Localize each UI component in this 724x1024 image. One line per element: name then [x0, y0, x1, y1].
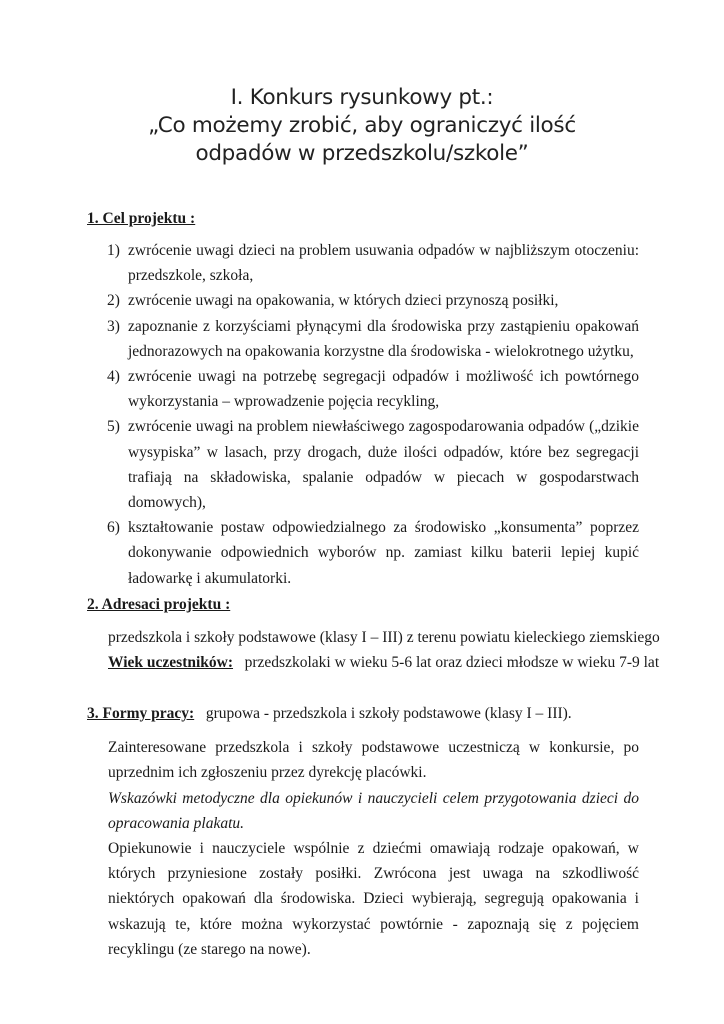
list-item: [87, 364, 639, 414]
section-3-heading-line: [87, 703, 572, 725]
list-item: [87, 238, 639, 288]
list-item-number: 2): [107, 292, 120, 310]
section-2-heading: 2. Adresaci projektu :: [87, 596, 231, 613]
age-label: Wiek uczestników:: [108, 654, 234, 671]
title-line-3: odpadów w przedszkolu/szkole”: [195, 141, 529, 166]
document-title: [60, 84, 664, 168]
list-item-text: zwrócenie uwagi dzieci na problem usuwania odpadów w najbliższym otoczeniu: przedszkole, szkoła,: [128, 242, 639, 285]
participation-paragraph: Zainteresowane przedszkola i szkoły podstawowe uczestniczą w konkursie, po uprzednim ich zgłoszeniu przez dyrekcję placówki.: [108, 739, 639, 782]
work-form-text: grupowa - przedszkola i szkoły podstawowe (klasy I – III).: [205, 705, 572, 722]
list-item-text: kształtowanie postaw odpowiedzialnego za środowisko „konsumenta” poprzez dokonywanie odpowiednich wyborów np. zamiast kilku baterii lepiej kupić ładowarkę i akumulatorki.: [128, 519, 639, 587]
goals-list: [87, 238, 639, 591]
list-item-number: 6): [107, 519, 120, 537]
title-line-2: „Co możemy zrobić, aby ograniczyć ilość: [148, 113, 576, 138]
list-item-number: 4): [107, 368, 120, 386]
list-item: [87, 288, 639, 313]
list-item: [87, 414, 639, 515]
list-item-text: zwrócenie uwagi na potrzebę segregacji odpadów i możliwość ich powtórnego wykorzystania – wprowadzenie pojęcia recykling,: [128, 368, 639, 411]
methodical-guidance: Wskazówki metodyczne dla opiekunów i nauczycieli celem przygotowania dzieci do opracowania plakatu.: [108, 790, 639, 833]
list-item-text: zwrócenie uwagi na problem niewłaściwego zagospodarowania odpadów („dzikie wysypiska” w lasach, przy drogach, duże ilości odpadów, które bez segregacji trafiają na składowiska, spalanie odpadów w piecach w gospodarstwach domowych),: [128, 418, 639, 512]
age-line: [108, 652, 659, 674]
age-text: przedszkolaki w wieku 5-6 lat oraz dzieci młodsze w wieku 7-9 lat: [244, 654, 660, 671]
section-3-heading: 3. Formy pracy:: [87, 705, 195, 722]
list-item: [87, 314, 639, 364]
title-line-1: I. Konkurs rysunkowy pt.:: [230, 85, 494, 110]
section-1-heading: 1. Cel projektu :: [87, 210, 196, 227]
list-item: [87, 515, 639, 591]
activity-paragraph: Opiekunowie i nauczyciele wspólnie z dziećmi omawiają rodzaje opakowań, w których przyniesione zostały posiłki. Zwrócona jest uwaga na szkodliwość niektórych opakowań dla środowiska. Dzieci wybierają, segregują opakowania i wskazują te, które można wykorzystać powtórnie - zapoznają się z pojęciem recyklingu (ze starego na nowe).: [108, 840, 639, 958]
list-item-text: zwrócenie uwagi na opakowania, w których dzieci przynoszą posiłki,: [128, 292, 559, 310]
addressees-text: przedszkola i szkoły podstawowe (klasy I – III) z terenu powiatu kieleckiego ziemskiego: [108, 629, 660, 646]
list-item-number: 5): [107, 418, 120, 436]
list-item-number: 3): [107, 317, 120, 335]
list-item-number: 1): [107, 242, 120, 259]
list-item-text: zapoznanie z korzyściami płynącymi dla środowiska przy zastąpieniu opakowań jednorazowych na opakowania korzystne dla środowiska - wielokrotnego użytku,: [128, 317, 639, 360]
